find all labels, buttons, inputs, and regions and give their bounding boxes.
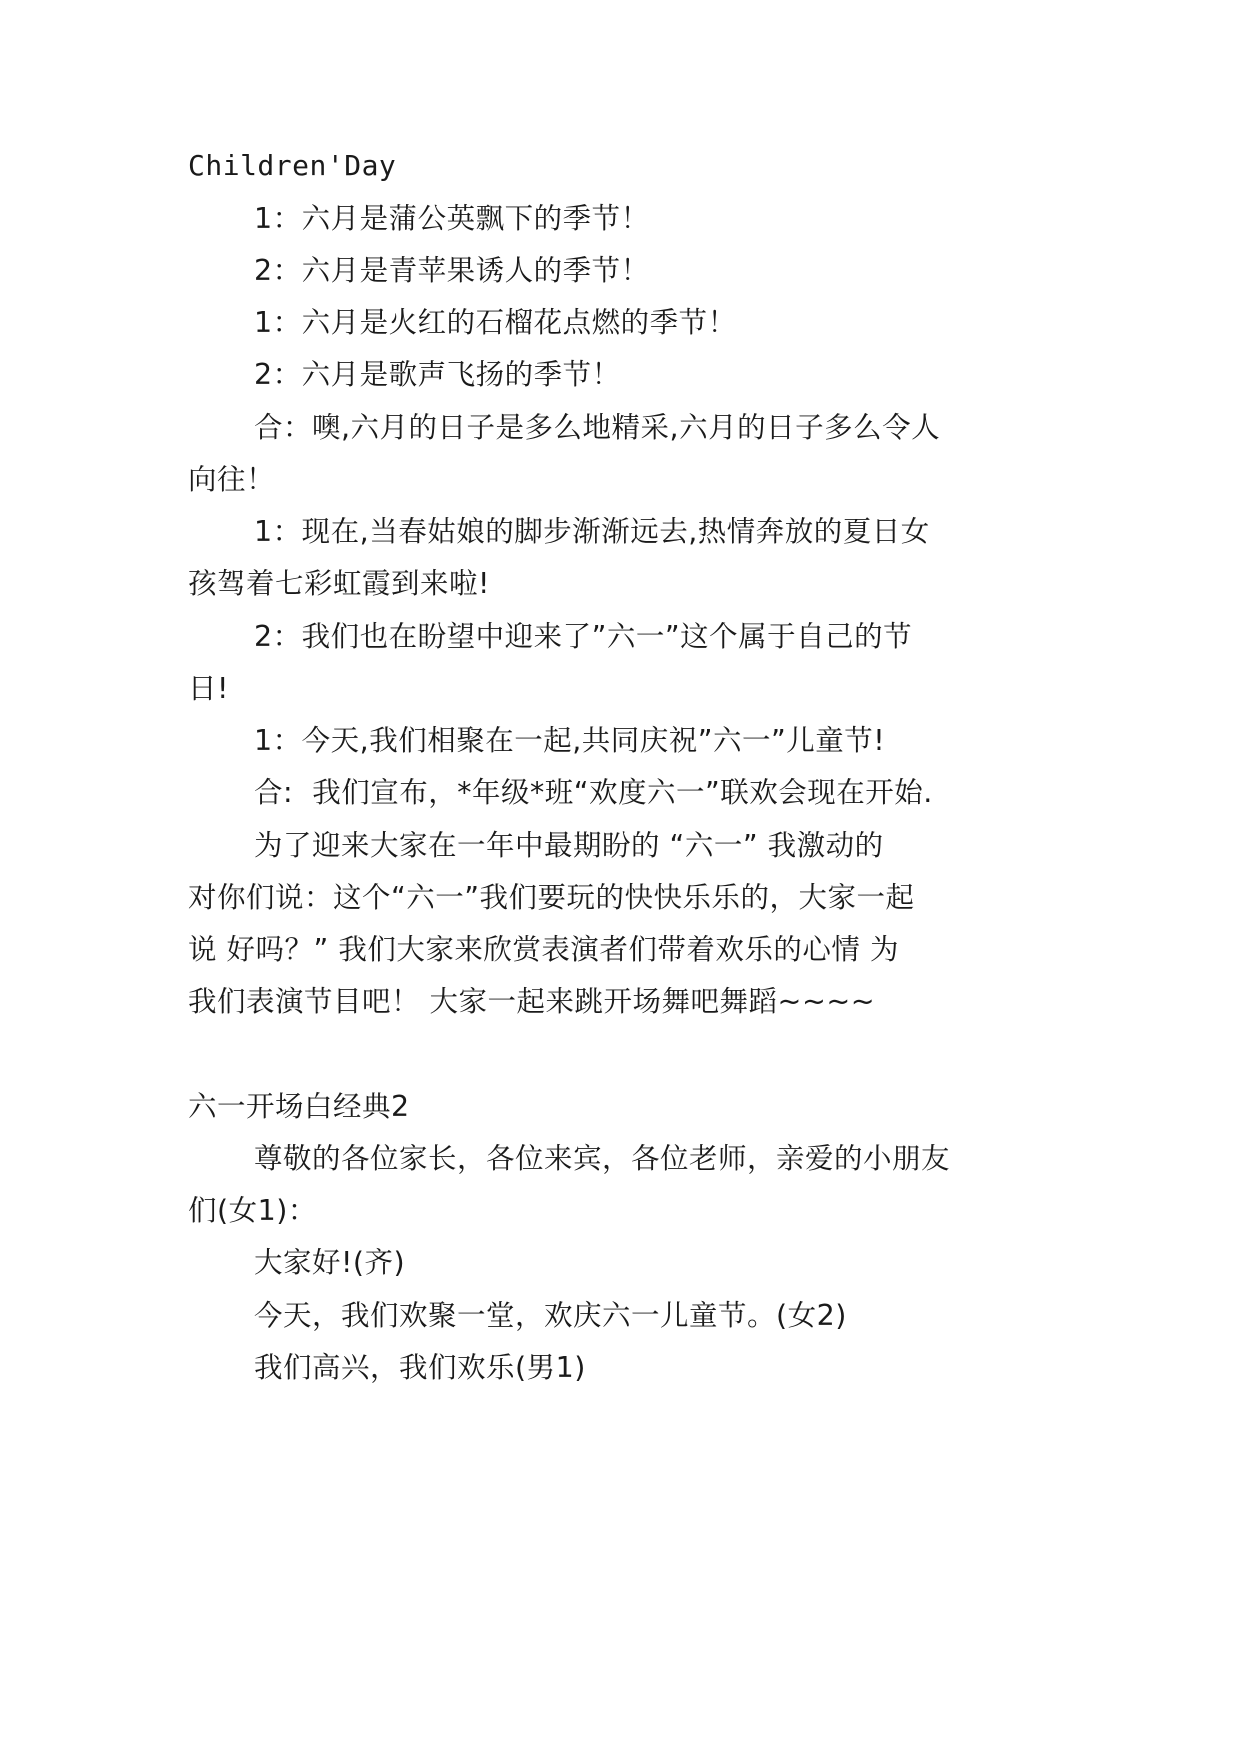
text-line: 2：六月是青苹果诱人的季节！ — [254, 254, 650, 287]
text-line: 向往！ — [188, 463, 276, 496]
text-line: 们(女1)： — [188, 1194, 317, 1227]
text-line: 尊敬的各位家长，各位来宾，各位老师，亲爱的小朋友 — [254, 1142, 951, 1175]
text-line: 1：六月是火红的石榴花点燃的季节！ — [254, 306, 737, 339]
text-line: 日! — [188, 672, 229, 705]
text-line: 合：噢,六月的日子是多么地精采,六月的日子多么令人 — [254, 411, 941, 444]
text-line: 2：六月是歌声飞扬的季节！ — [254, 358, 621, 391]
text-line: 为了迎来大家在一年中最期盼的 “六一” 我激动的 — [254, 829, 884, 862]
text-line: 2：我们也在盼望中迎来了”六一”这个属于自己的节 — [254, 620, 913, 653]
text-line: 1：六月是蒲公英飘下的季节！ — [254, 202, 650, 235]
text-line: 合: 我们宣布，*年级*班“欢度六一”联欢会现在开始. — [254, 776, 933, 809]
text-line: 孩驾着七彩虹霞到来啦! — [188, 567, 490, 600]
text-line: 1：今天,我们相聚在一起,共同庆祝”六一”儿童节! — [254, 724, 886, 757]
text-line: 今天，我们欢聚一堂，欢庆六一儿童节。(女2) — [254, 1299, 847, 1332]
text-line: 说 好吗？” 我们大家来欣赏表演者们带着欢乐的心情 为 — [188, 933, 899, 966]
document-title: Children'Day — [188, 149, 397, 182]
text-line: 我们表演节目吧！ 大家一起来跳开场舞吧舞蹈~~~~ — [188, 985, 876, 1018]
text-line: 1：现在,当春姑娘的脚步渐渐远去,热情奔放的夏日女 — [254, 515, 930, 548]
text-line: 大家好!(齐) — [254, 1246, 406, 1279]
text-line: 我们高兴，我们欢乐(男1) — [254, 1351, 586, 1384]
text-line: 对你们说：这个“六一”我们要玩的快快乐乐的，大家一起 — [188, 881, 915, 914]
section-heading: 六一开场白经典2 — [188, 1090, 410, 1123]
